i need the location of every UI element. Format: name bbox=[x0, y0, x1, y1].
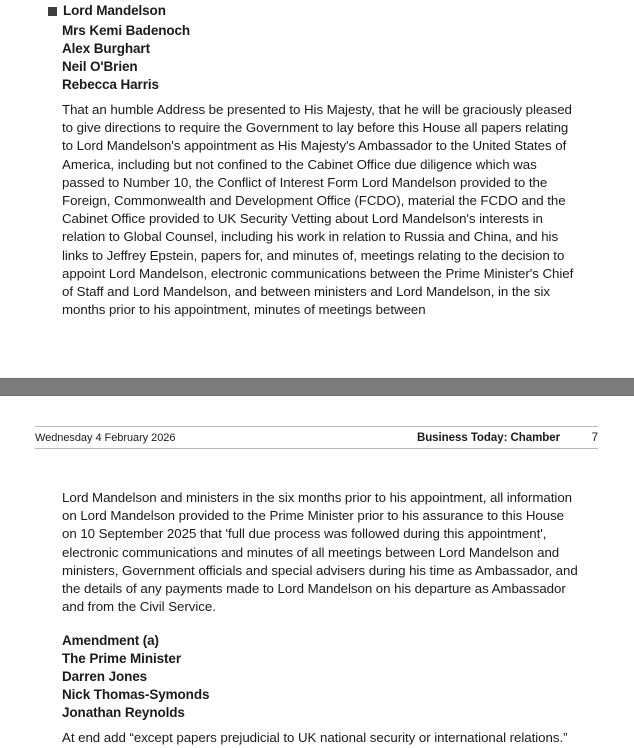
motion-body-text-continued: Lord Mandelson and ministers in the six months prior to his appointment, all information on Lord Mandelson provided to the Prime Minister prior to his assurance to this House on 10 September 2025 that 'full due process was followed during this appointment', electronic communications and minutes of all meetings between Lord Mandelson and ministers, Government officials and special advisers during his time as Ambassador, and the details of any payments made to Lord Mandelson on his departure as Ambassador and from the Civil Service. bbox=[62, 490, 578, 615]
amendment-sponsor-name: Nick Thomas-Symonds bbox=[62, 687, 210, 703]
sponsor-name: Alex Burghart bbox=[62, 41, 150, 56]
motion-title: Lord Mandelson bbox=[63, 3, 166, 18]
filled-square-bullet-icon bbox=[48, 7, 57, 16]
page-two-content bbox=[0, 489, 634, 748]
page-separator-band bbox=[0, 378, 634, 396]
sponsor-name: Neil O'Brien bbox=[62, 59, 138, 74]
amendment-body-text: At end add “except papers prejudicial to UK national security or international relations.” bbox=[62, 730, 568, 746]
sponsor-name: Mrs Kemi Badenoch bbox=[62, 23, 191, 38]
order-paper-page-two bbox=[0, 396, 634, 748]
page-number: 7 bbox=[591, 432, 598, 444]
amendment-sponsor-name: The Prime Minister bbox=[62, 651, 181, 667]
amendment-sponsor-name: Darren Jones bbox=[62, 669, 148, 685]
motion-body-text: That an humble Address be presented to His Majesty, that he will be graciously pleased to give directions to require the Government to lay before this House all papers relating to Lord Mandelson's appointment as His Majesty's Ambassador to the United States of America, including but not confined to the Cabinet Office due diligence which was passed to Number 10, the Conflict of Interest Form Lord Mandelson provided to the Foreign, Commonwealth and Development Office (FCDO), material the FCDO and the Cabinet Office provided to UK Security Vetting about Lord Mandelson's interests in relation to Global Counsel, including his work in relation to Russia and China, and his links to Jeffrey Epstein, papers for, and minutes of, meetings relating to the decision to appoint Lord Mandelson, electronic communications between the Prime Minister's Chief of Staff and Lord Mandelson, and between ministers and Lord Mandelson, in the six months prior to his appointment, minutes of meetings between bbox=[62, 102, 574, 318]
sponsor-name: Rebecca Harris bbox=[62, 77, 159, 92]
amendment-sponsor-name: Jonathan Reynolds bbox=[62, 705, 185, 721]
motion-heading bbox=[48, 2, 634, 20]
amendment-block bbox=[62, 632, 634, 722]
running-head bbox=[35, 426, 598, 449]
amendment-label: Amendment (a) bbox=[62, 633, 159, 649]
motion-sponsor-list bbox=[62, 22, 634, 94]
running-head-title: Business Today: Chamber bbox=[416, 432, 560, 444]
running-head-date: Wednesday 4 February 2026 bbox=[35, 432, 176, 444]
